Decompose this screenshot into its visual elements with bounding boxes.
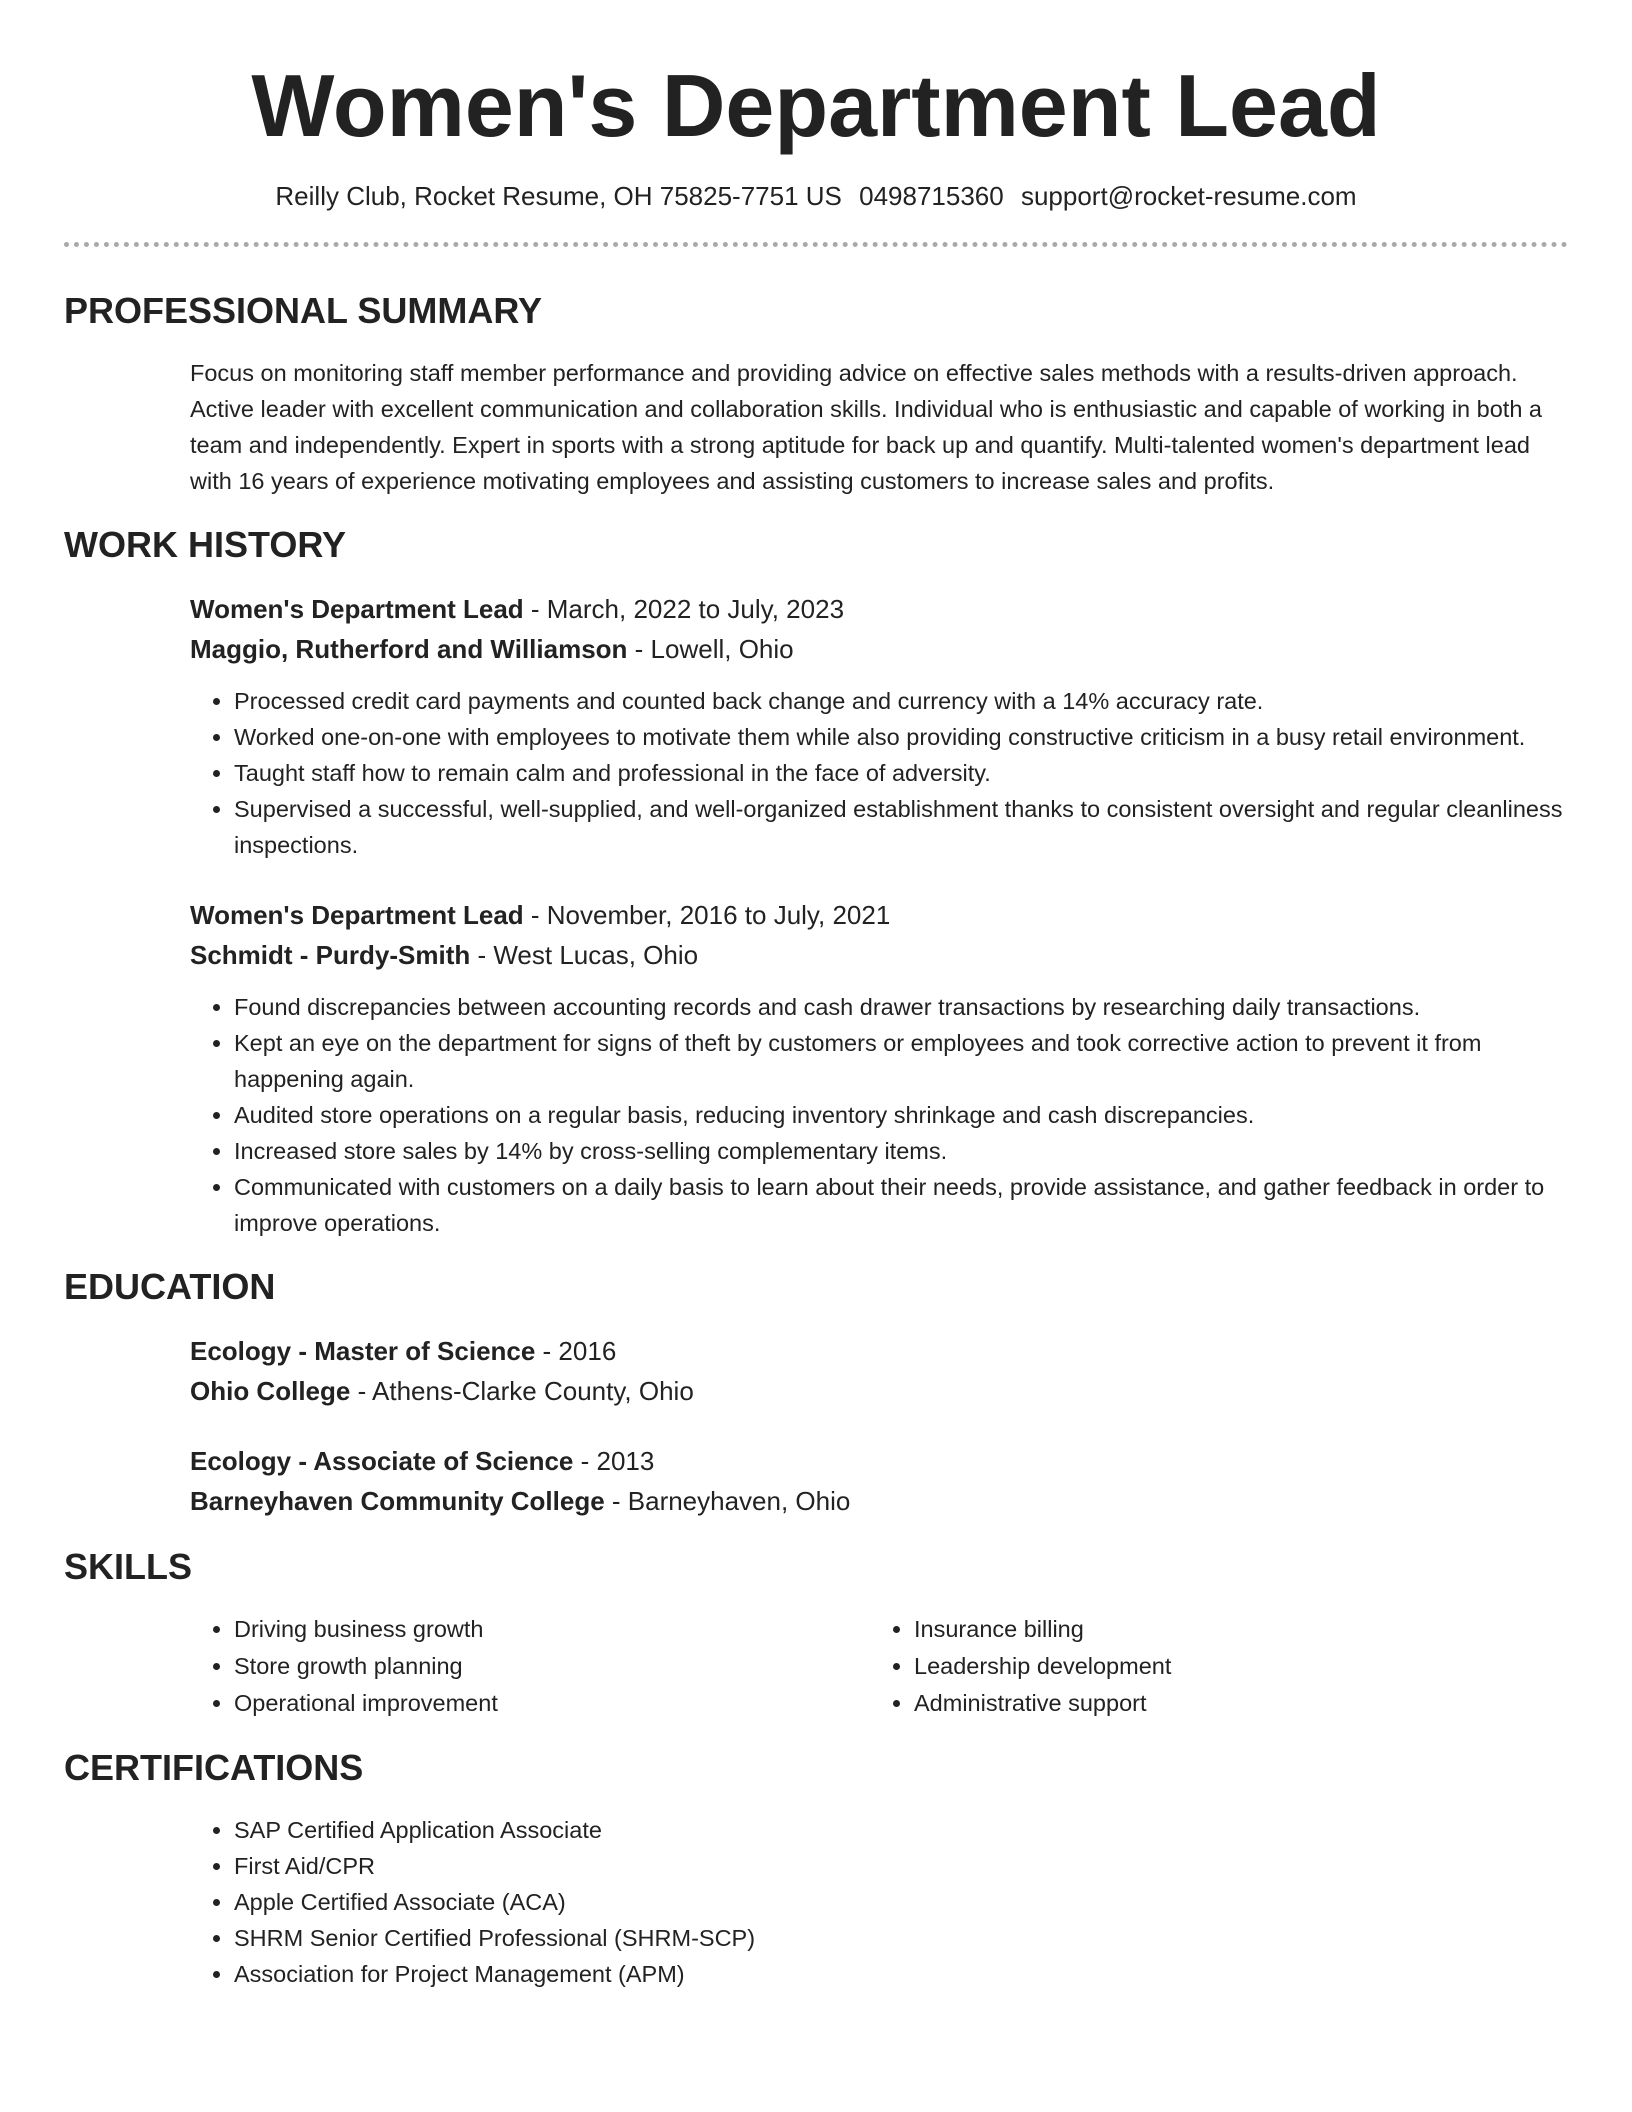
degree-year: - 2013	[573, 1446, 655, 1476]
list-item: • Kept an eye on the department for signs of theft by customers or employees and took corrective action to prevent it from happening again.	[234, 1025, 1568, 1097]
job-role: Women's Department Lead	[190, 900, 524, 930]
list-item: • Store growth planning	[234, 1648, 870, 1685]
job-entry	[190, 589, 1568, 863]
job-bullets	[190, 989, 1568, 1241]
job-role: Women's Department Lead	[190, 594, 524, 624]
candidate-name: Women's Department Lead	[251, 56, 1381, 155]
list-item: • First Aid/CPR	[234, 1848, 1568, 1884]
skills-section	[190, 1611, 1568, 1722]
degree-year: - 2016	[535, 1336, 617, 1366]
list-item: • SHRM Senior Certified Professional (SHRM-SCP)	[234, 1920, 1568, 1956]
list-item: • Taught staff how to remain calm and professional in the face of adversity.	[234, 755, 1568, 791]
school-location: - Athens-Clarke County, Ohio	[350, 1376, 694, 1406]
skills-column-left	[190, 1611, 870, 1722]
job-location: - West Lucas, Ohio	[470, 940, 699, 970]
job-bullets	[190, 683, 1568, 863]
job-dates: - March, 2022 to July, 2023	[523, 594, 845, 624]
education-entry	[190, 1331, 1568, 1411]
summary-text: Focus on monitoring staff member performance and providing advice on effective sales methods with a results-driven approach. Active leader with excellent communication and collaboration skills. Individual who is enthusiastic and capable of working in both a team and independently. Expert in sports with a strong aptitude for back up and quantify. Multi-talented women's department lead with 16 years of experience motivating employees and assisting customers to increase sales and profits.	[190, 360, 1542, 494]
job-dates: - November, 2016 to July, 2021	[523, 900, 891, 930]
work-section-title: WORK HISTORY	[64, 524, 347, 565]
list-item: • Increased store sales by 14% by cross-selling complementary items.	[234, 1133, 1568, 1169]
summary-section-title: PROFESSIONAL SUMMARY	[64, 290, 543, 331]
school: Barneyhaven Community College	[190, 1486, 605, 1516]
certifications-section	[190, 1812, 1568, 1992]
school-line	[190, 1481, 1568, 1521]
skills-grid	[190, 1611, 1568, 1722]
job-company: Schmidt - Purdy-Smith	[190, 940, 471, 970]
list-item: • Audited store operations on a regular basis, reducing inventory shrinkage and cash discrepancies.	[234, 1097, 1568, 1133]
degree-line	[190, 1441, 1568, 1481]
skills-section-title: SKILLS	[64, 1546, 193, 1587]
degree-line	[190, 1331, 1568, 1371]
list-item: • Insurance billing	[914, 1611, 1550, 1648]
list-item: • Processed credit card payments and counted back change and currency with a 14% accuracy rate.	[234, 683, 1568, 719]
list-item: • Operational improvement	[234, 1685, 870, 1722]
school: Ohio College	[190, 1376, 351, 1406]
contact-phone: 0498715360	[859, 181, 1004, 211]
school-location: - Barneyhaven, Ohio	[604, 1486, 851, 1516]
list-item: • Administrative support	[914, 1685, 1550, 1722]
contact-address: Reilly Club, Rocket Resume, OH 75825-7751 US	[275, 181, 842, 211]
list-item: • Association for Project Management (APM)	[234, 1956, 1568, 1992]
education-section-title: EDUCATION	[64, 1266, 276, 1307]
school-line	[190, 1371, 1568, 1411]
education-section	[190, 1331, 1568, 1521]
list-item: • SAP Certified Application Associate	[234, 1812, 1568, 1848]
list-item: • Leadership development	[914, 1648, 1550, 1685]
job-entry	[190, 895, 1568, 1241]
contact-line	[64, 180, 1568, 212]
job-company-line	[190, 935, 1568, 975]
list-item: • Supervised a successful, well-supplied, and well-organized establishment thanks to consistent oversight and regular cleanliness inspections.	[234, 791, 1568, 863]
contact-email: support@rocket-resume.com	[1020, 181, 1357, 211]
job-title-line	[190, 589, 1568, 629]
summary-section	[190, 355, 1568, 499]
header-divider	[64, 242, 1568, 247]
list-item: • Apple Certified Associate (ACA)	[234, 1884, 1568, 1920]
degree: Ecology - Associate of Science	[190, 1446, 574, 1476]
job-company: Maggio, Rutherford and Williamson	[190, 634, 628, 664]
list-item: • Driving business growth	[234, 1611, 870, 1648]
list-item: • Worked one-on-one with employees to motivate them while also providing constructive criticism in a busy retail environment.	[234, 719, 1568, 755]
job-company-line	[190, 629, 1568, 669]
job-location: - Lowell, Ohio	[627, 634, 794, 664]
list-item: • Communicated with customers on a daily basis to learn about their needs, provide assistance, and gather feedback in order to improve operations.	[234, 1169, 1568, 1241]
job-title-line	[190, 895, 1568, 935]
certifications-section-title: CERTIFICATIONS	[64, 1747, 364, 1788]
certifications-list	[190, 1812, 1568, 1992]
skills-column-right	[870, 1611, 1550, 1722]
list-item: • Found discrepancies between accounting records and cash drawer transactions by researching daily transactions.	[234, 989, 1568, 1025]
degree: Ecology - Master of Science	[190, 1336, 536, 1366]
work-section	[190, 589, 1568, 1241]
education-entry	[190, 1441, 1568, 1521]
